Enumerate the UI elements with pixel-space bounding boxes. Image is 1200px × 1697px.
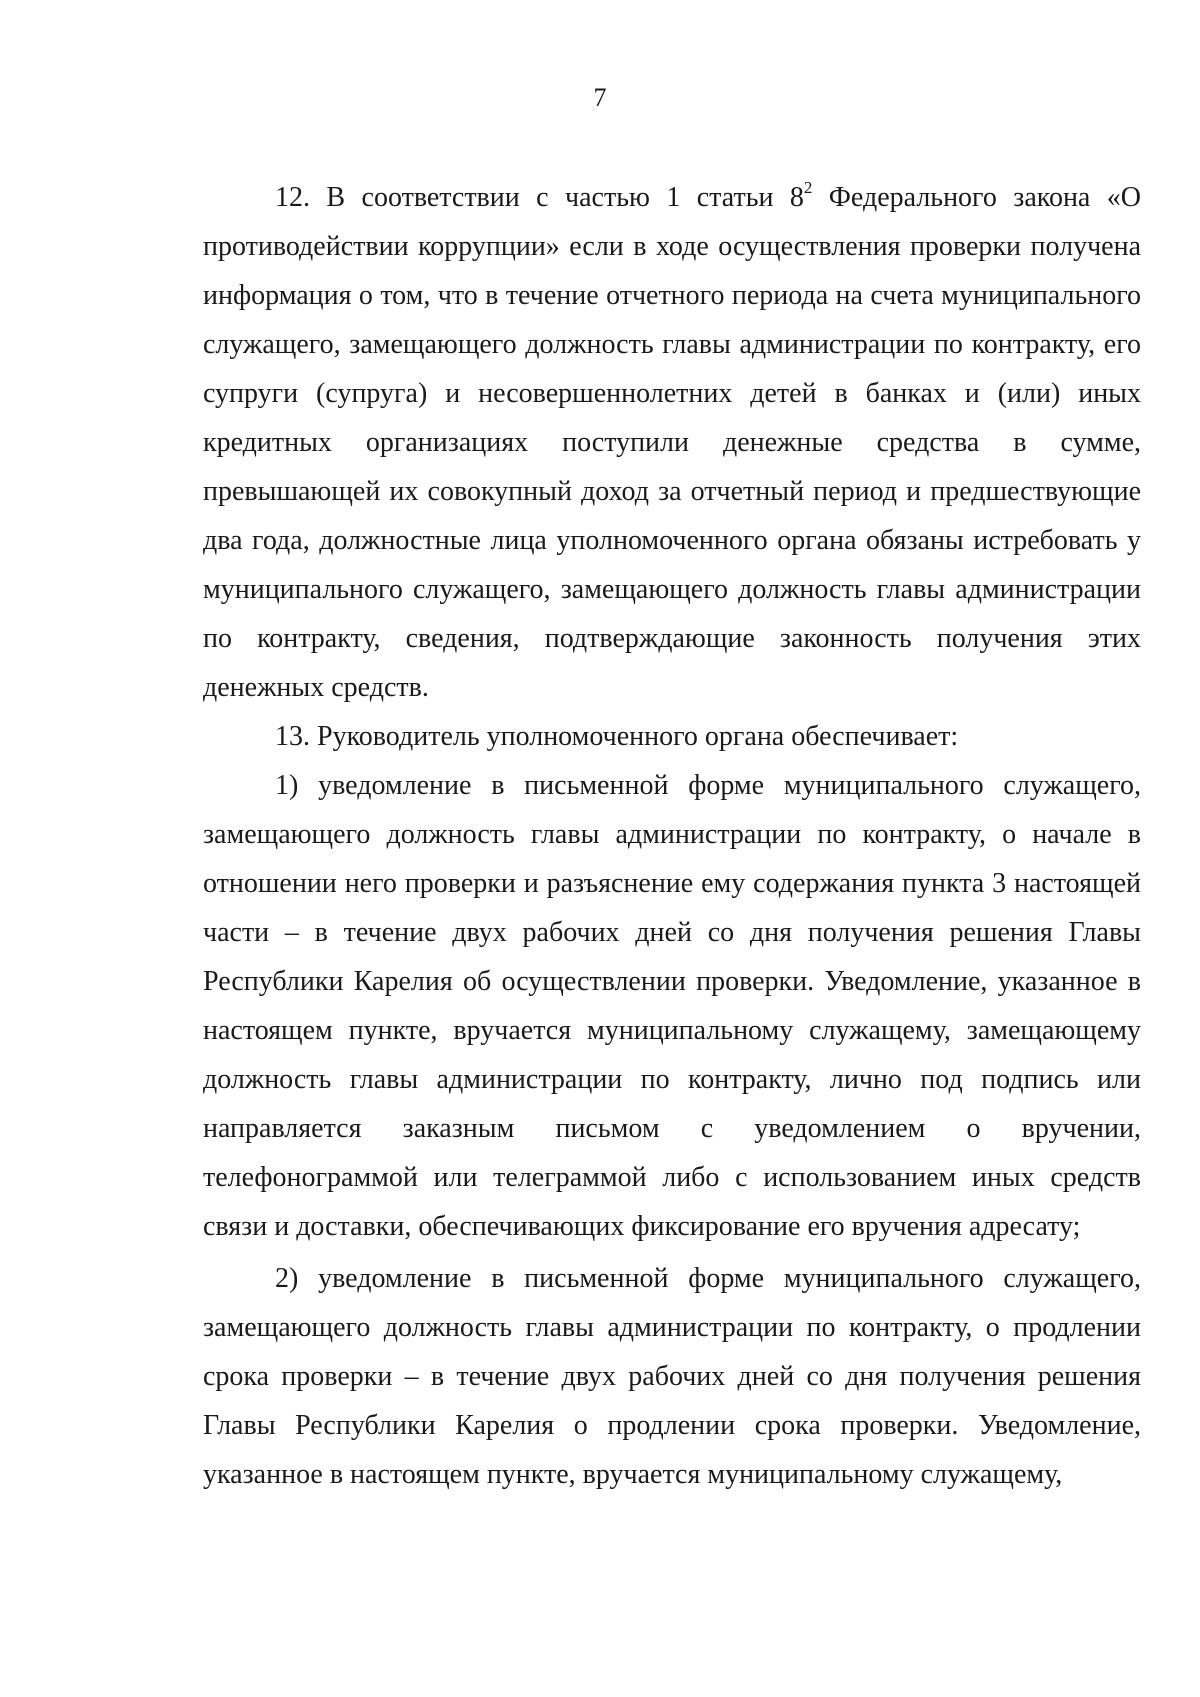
paragraph-12-rest: Федерального закона «О противодействии коррупции» если в ходе осуществления проверки получена информация о том, что в течение отчетного периода на счета муниципального служащего, замещающего должность главы администрации по контракту, его супруги (супруга) и несовершеннолетних детей в банках и (или) иных кредитных организациях поступили денежные средства в сумме, превышающей их совокупный доход за отчетный период и предшествующие два года, должностные лица уполномоченного органа обязаны истребовать у муниципального служащего, замещающего должность главы администрации по контракту, сведения, подтверждающие законность получения этих денежных средств.: [203, 182, 1142, 703]
document-body: [203, 173, 1141, 1499]
page-number: 7: [593, 83, 607, 112]
paragraph-12: [203, 173, 1141, 712]
paragraph-13-item-1: 1) уведомление в письменной форме муниципального служащего, замещающего должность главы администрации по контракту, о начале в отношении него проверки и разъяснение ему содержания пункта 3 настоящей части – в течение двух рабочих дней со дня получения решения Главы Республики Карелия об осуществлении проверки. Уведомление, указанное в настоящем пункте, вручается муниципальному служащему, замещающему должность главы администрации по контракту, лично под подпись или направляется заказным письмом с уведомлением о вручении, телефонограммой или телеграммой либо с использованием иных средств связи и доставки, обеспечивающих фиксирование его вручения адресату;: [203, 770, 1141, 1242]
paragraph-13: 13. Руководитель уполномоченного органа обеспечивает:: [275, 721, 959, 752]
paragraph-13-item-2: 2) уведомление в письменной форме муниципального служащего, замещающего должность главы администрации по контракту, о продлении срока проверки – в течение двух рабочих дней со дня получения решения Главы Республики Карелия о продлении срока проверки. Уведомление, указанное в настоящем пункте, вручается муниципальному служащему,: [203, 1263, 1141, 1490]
paragraph-12-lead: 12. В соответствии с частью 1 статьи 8: [275, 182, 804, 213]
superscript-2: 2: [803, 177, 813, 197]
